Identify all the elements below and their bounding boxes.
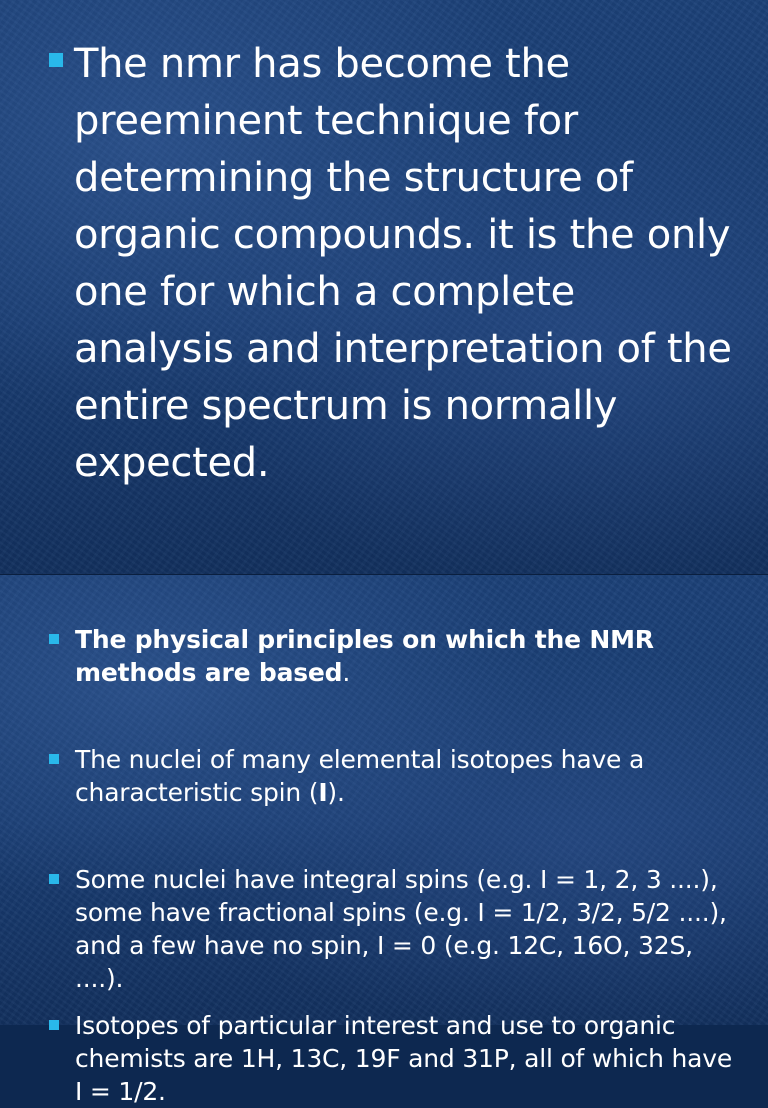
bullet-punctuation: . <box>342 658 351 687</box>
bullet-nmr-technique <box>48 36 738 492</box>
bullet-heading-text: The physical principles on which the NMR methods are based <box>75 625 654 687</box>
bullet-isotopes-interest <box>48 1009 738 1108</box>
square-bullet-icon <box>49 1020 59 1030</box>
spin-symbol: I <box>318 778 328 807</box>
slide-1-bullet-list <box>48 36 738 492</box>
square-bullet-icon <box>49 634 59 644</box>
square-bullet-icon <box>49 53 63 67</box>
square-bullet-icon <box>49 874 59 884</box>
bullet-text: The nmr has become the preeminent technique for determining the structure of organic compounds. it is the only one for which a complete analysis and interpretation of the entire spectrum is normally expected. <box>74 41 732 486</box>
bullet-text: Isotopes of particular interest and use to organic chemists are 1H, 13C, 19F and 31P, all of which have I = 1/2. <box>75 1011 733 1106</box>
bullet-spin-types <box>48 863 738 995</box>
bullet-physical-principles <box>48 623 738 689</box>
slide-2-bullet-list <box>48 623 738 1108</box>
bullet-punctuation: ). <box>327 778 345 807</box>
square-bullet-icon <box>49 754 59 764</box>
bullet-text: Some nuclei have integral spins (e.g. I = 1, 2, 3 ....), some have fractional spins (e.g. I = 1/2, 3/2, 5/2 ....), and a few have no spin, I = 0 (e.g. 12C, 16O, 32S, ....). <box>75 865 727 993</box>
bullet-nuclei-spin <box>48 743 738 809</box>
bullet-text: The nuclei of many elemental isotopes have a characteristic spin ( <box>75 745 645 807</box>
slide-2 <box>0 574 768 1106</box>
